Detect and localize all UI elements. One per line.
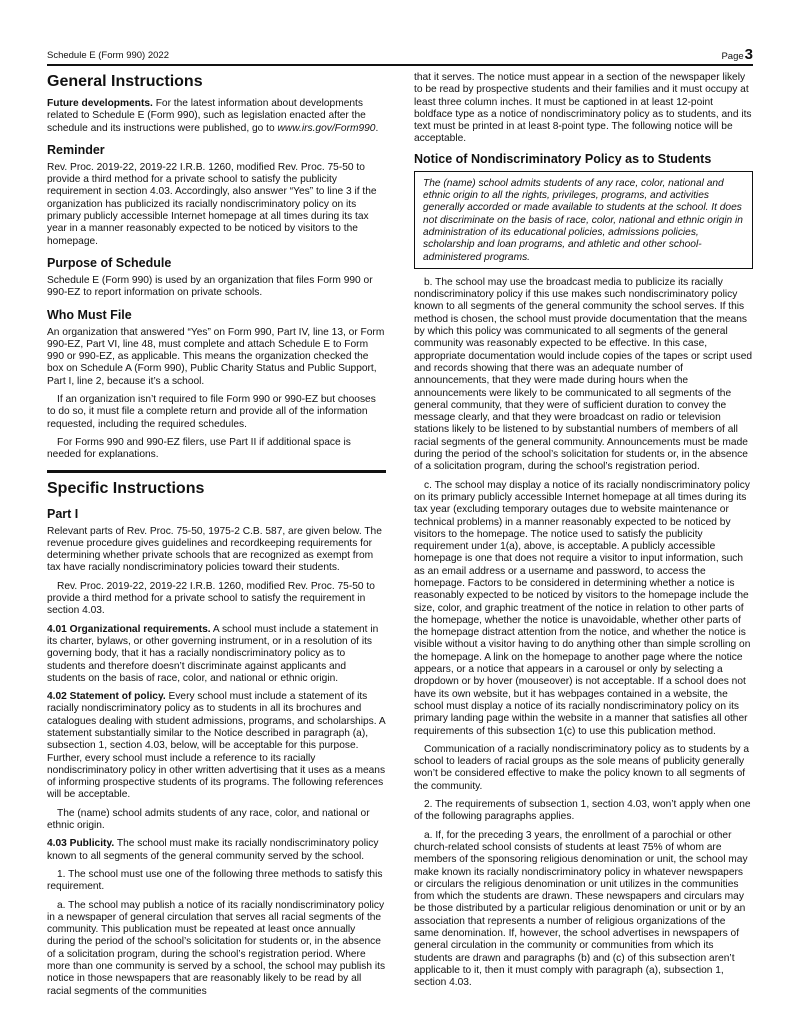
page-number: 3: [744, 46, 753, 63]
section-403-text: The school must make its racially nondiscriminatory policy known to all segments of the general community served by the school.: [47, 838, 379, 862]
notice-heading: Notice of Nondiscriminatory Policy as to Students: [414, 151, 712, 166]
page-label: Page: [721, 51, 744, 62]
reminder-heading: Reminder: [47, 142, 105, 157]
item-1c-paragraph: c. The school may display a notice of its racially nondiscriminatory policy on its primary publicly accessible Internet homepage at all times during its tax year (excluding temporary outages due to website maintenance or technical problems) in a manner reasonably expected to be noticed by visitors to the homepage. The notice used to satisfy the publicity requirement under 1(a), above, is acceptable. A publicly accessible homepage is one that does not require a visitor to input information, such as an email address or a username and password, to access the homepage. Factors to be considered in determining whether a notice is reasonably expected to be noticed by visitors to the homepage include the size, color, and graphic treatment of the notice in relation to other parts of the homepage, whether the notice is unavoidable, whether other parts of the homepage distract attention from the notice, and whether the notice is visible without a visitor having to do anything other than simple scrolling on the homepage. A link on the homepage to another page where the notice appears, or a notice that appears in a carousel or only by selecting a dropdown or by hover (mouseover) is not acceptable. If a school does not have its own website, but it has webpages contained in a website, the school must display a notice of its racially nondiscriminatory policy on its primary landing page within the website in a manner that satisfies all other requirements of this subsection 1(c) to use this publication method.: [414, 479, 751, 737]
future-developments-lead: Future developments.: [47, 98, 153, 109]
specific-instructions-heading: Specific Instructions: [47, 479, 205, 497]
continued-paragraph: that it serves. The notice must appear in a section of the newspaper likely to be read by prospective students and their families and it must occupy at least three column inches. It must be captioned in at least 12-point boldface type as a notice of nondiscriminatory policy as to students, and its text must be printed in at least 8-point type. The following notice will be acceptable.: [414, 72, 752, 145]
section-402-text: Every school must include a statement of its racially nondiscriminatory policy as to students in all its brochures and catalogues dealing with student admissions, programs, and scholarships. A statement substantially similar to the Notice described in paragraph (a), subsection 1, section 4.03, below, will be acceptable for this purpose. Further, every school must include a reference to its racially nondiscriminatory policy in other written advertising that it uses as a means of informing prospective students of its programs. The following references will be acceptable.: [47, 691, 386, 801]
who-must-file-heading: Who Must File: [47, 307, 132, 322]
future-developments-end: .: [375, 122, 379, 134]
right-column: [414, 72, 753, 995]
notice-box-text: The (name) school admits students of any race, color, national and ethnic origin to all the rights, privileges, programs, and activities generally accorded or made available to students at the school. It does not discriminate on the basis of race, color, national and ethnic origin in administration of its educational policies, admissions policies, scholarship and loan programs, and athletic and other school-administered programs.: [423, 177, 743, 263]
who-must-file-paragraph-1: An organization that answered “Yes” on Form 990, Part IV, line 13, or Form 990-EZ, Part VI, line 48, must complete and attach Schedule E to Form 990 or 990-EZ, as applicable. This means the organization checked the box on Schedule A (Form 990), Public Charity Status and Public Support, Part I, line 2, because it’s a school.: [47, 326, 385, 387]
reminder-paragraph: Rev. Proc. 2019-22, 2019-22 I.R.B. 1260, modified Rev. Proc. 75-50 to provide a third method for a private school to satisfy the publicity requirement in section 4.03. Accordingly, also answer “Yes” to line 3 if the organization has publicized its racially nondiscriminatory policy on its primary publicly accessible Internet homepage at all times during its tax year in a manner reasonably expected to be noticed by visitors to the homepage.: [47, 161, 377, 247]
purpose-heading: Purpose of Schedule: [47, 255, 172, 270]
section-403-paragraph: [47, 838, 386, 863]
part-1-heading: Part I: [47, 506, 79, 521]
who-must-file-paragraph-2: If an organization isn’t required to file Form 990 or 990-EZ but chooses to do so, it must file a complete return and provide all of the information requested, including the required schedules.: [47, 394, 376, 430]
left-column: [47, 72, 386, 1004]
section-402-reference: The (name) school admits students of any race, color, and national or ethnic origin.: [47, 807, 370, 832]
section-403-lead: 4.03 Publicity.: [47, 838, 115, 850]
section-402-lead: 4.02 Statement of policy.: [47, 691, 166, 703]
section-403-item-1: 1. The school must use one of the following three methods to satisfy this requirement.: [47, 868, 383, 893]
future-developments-text: For the latest information about developments related to Schedule E (Form 990), such as legislation enacted after the schedule and its instructions were published, go to: [47, 98, 366, 134]
part-1-paragraph-1: Relevant parts of Rev. Proc. 75-50, 1975-2 C.B. 587, are given below. The revenue procedure gives guidelines and recordkeeping requirements for determining whether private schools that are recognized as exempt from tax have racially nondiscriminatory policies toward their students.: [47, 525, 382, 574]
communication-paragraph: Communication of a racially nondiscriminatory policy as to students by a school to leaders of racial groups as the sole means of publicity generally won’t be considered effective to make the policy known to all segments of the community.: [414, 743, 750, 792]
section-divider: [47, 470, 386, 473]
section-401-paragraph: [47, 624, 386, 685]
section-401-lead: 4.01 Organizational requirements.: [47, 623, 211, 635]
general-instructions-heading: General Instructions: [47, 73, 203, 90]
who-must-file-paragraph-3: For Forms 990 and 990-EZ filers, use Part II if additional space is needed for explanations.: [47, 436, 351, 461]
notice-box: [414, 171, 753, 269]
irs-url-link[interactable]: www.irs.gov/Form990: [277, 122, 376, 134]
purpose-paragraph: Schedule E (Form 990) is used by an organization that files Form 990 or 990-EZ to report information on private schools.: [47, 274, 373, 299]
section-402-paragraph: [47, 691, 386, 802]
page-header: [47, 44, 753, 66]
future-developments-paragraph: [47, 98, 386, 135]
item-2-paragraph: 2. The requirements of subsection 1, section 4.03, won’t apply when one of the following paragraphs applies.: [414, 799, 751, 823]
page-number-label: [721, 46, 753, 63]
form-title: Schedule E (Form 990) 2022: [47, 50, 169, 61]
part-1-paragraph-2: Rev. Proc. 2019-22, 2019-22 I.R.B. 1260, modified Rev. Proc. 75-50 to provide a third method for a private school to satisfy the requirement in section 4.03.: [47, 580, 375, 617]
section-403-item-1a: a. The school may publish a notice of its racially nondiscriminatory policy in a newspaper of general circulation that serves all racial segments of the community. This publication must be repeated at least once annually during the period of the school’s solicitation for students or, in the absence of a solicitation program, during the school’s registration period. Where more than one community is served by a school, the school may publish its notice in those newspapers that are reasonably likely to be read by all racial segments of the communities: [47, 899, 386, 997]
item-1b-paragraph: b. The school may use the broadcast media to publicize its racially nondiscriminatory policy if this use makes such nondiscriminatory policy known to all segments of the general community the school serves. If this method is chosen, the school must provide documentation that the means by which this policy was communicated to all segments of the general community was reasonably expected to be effective. In this case, appropriate documentation would include copies of the tapes or script used and records showing that there was an adequate number of announcements, that they were made during hours when the announcements were likely to be communicated to all segments of the general community, that they were of sufficient duration to convey the message clearly, and that they were broadcast on radio or television stations likely to be listened to by substantial numbers of members of all racial segments of the general community. Announcements must be made during the period of the school’s solicitation for students or, in the absence of a solicitation program, during the school’s registration period.: [414, 276, 753, 473]
section-401-text: A school must include a statement in its charter, bylaws, or other governing instrument, or in a resolution of its governing body, that it has a racially nondiscriminatory policy as to students and therefore doesn’t discriminate against applicants and students on the basis of race, color, and national or ethnic origin.: [47, 623, 379, 684]
item-2a-paragraph: a. If, for the preceding 3 years, the enrollment of a parochial or other church-related school consists of students at least 75% of whom are members of the sponsoring religious denomination or unit, the school may make known its racially nondiscriminatory policy in whatever newspapers or circulars the religious denomination or unit utilizes in the communities from which the students are drawn. These newspapers and circulars may be those distributed by a particular religious denomination or unit or by an association that represents a number of religious organizations of the same denomination. If, however, the school advertises in newspapers of general circulation in the community or communities from which its students are drawn and paragraphs (b) and (c) of this subsection aren’t applicable to it, then it must comply with paragraph (a), subsection 1, section 4.03.: [414, 829, 748, 989]
